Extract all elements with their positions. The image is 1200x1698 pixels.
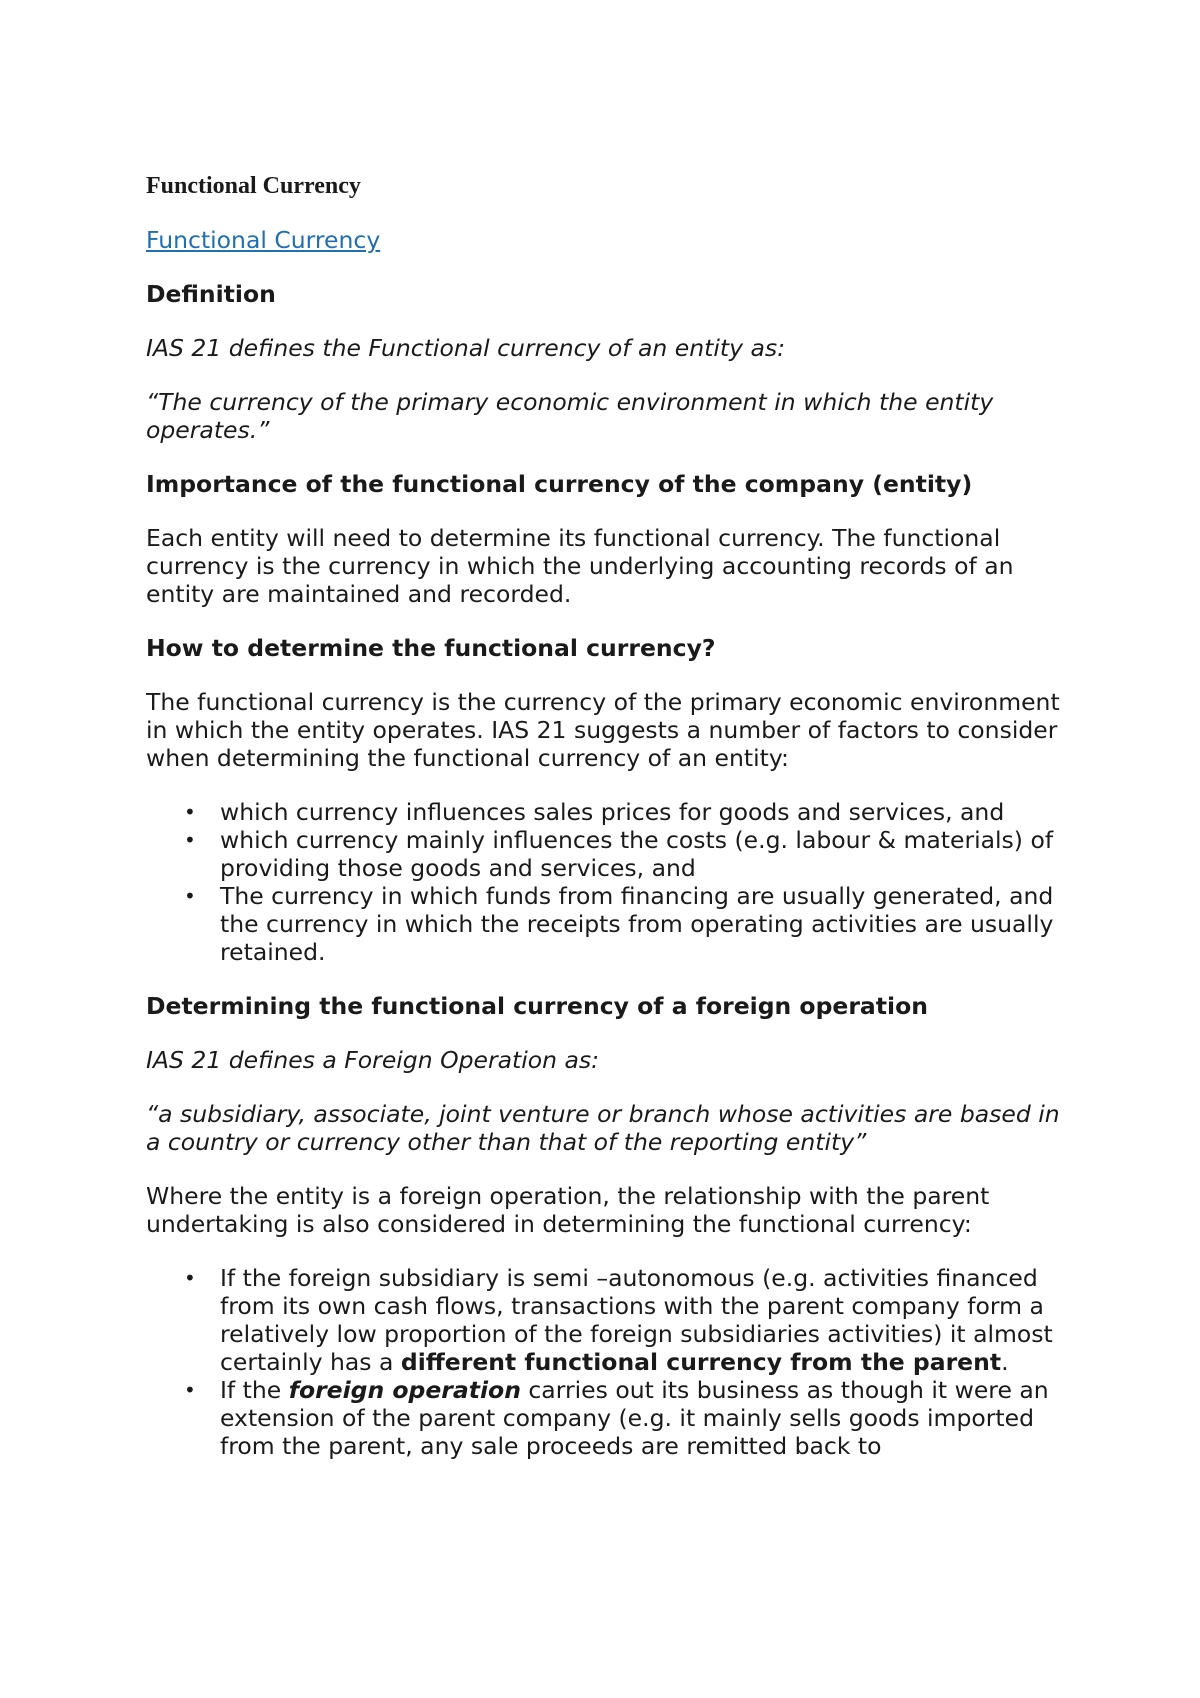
how-to-determine-heading: How to determine the functional currency? <box>146 634 716 662</box>
bullet-icon: • <box>184 884 196 908</box>
ias-definition-intro: IAS 21 defines the Functional currency of an entity as: <box>146 334 786 362</box>
list-item <box>146 1264 1076 1376</box>
list-item-text: If the <box>220 1376 289 1404</box>
list-item-text-end: . <box>1001 1348 1009 1376</box>
how-to-determine-paragraph: The functional currency is the currency of the primary economic environment in which the entity operates. IAS 21 suggests a number of factors to consider when determining the functional currency of an entity: <box>146 688 1060 772</box>
document-body <box>146 172 1076 1460</box>
page-title: Functional Currency <box>146 173 361 199</box>
list-item-text: which currency mainly influences the costs (e.g. labour & materials) of providing those goods and services, and <box>220 826 1054 882</box>
bullet-icon: • <box>184 1266 196 1290</box>
list-item-bold-text: different functional currency from the parent <box>400 1348 1002 1376</box>
bullet-icon: • <box>184 1378 196 1402</box>
list-item-bold-italic-text: foreign operation <box>288 1376 521 1404</box>
importance-paragraph: Each entity will need to determine its functional currency. The functional currency is the currency in which the underlying accounting records of an entity are maintained and recorded. <box>146 524 1014 608</box>
importance-heading: Importance of the functional currency of the company (entity) <box>146 470 973 498</box>
list-item <box>146 798 1076 826</box>
functional-currency-quote: “The currency of the primary economic environment in which the entity operates.” <box>146 388 994 444</box>
definition-heading: Definition <box>146 280 276 308</box>
bullet-icon: • <box>184 800 196 824</box>
where-paragraph: Where the entity is a foreign operation, the relationship with the parent undertaking is also considered in determining the functional currency: <box>146 1182 990 1238</box>
factors-list <box>146 798 1076 966</box>
list-item-text: which currency influences sales prices for goods and services, and <box>220 798 1005 826</box>
parent-relationship-list <box>146 1264 1076 1460</box>
foreign-operation-heading: Determining the functional currency of a foreign operation <box>146 992 928 1020</box>
bullet-icon: • <box>184 828 196 852</box>
list-item-text-rest: carries out its business as though it were an extension of the parent company (e.g. it mainly sells goods imported from the parent, any sale proceeds are remitted back to <box>220 1376 1049 1460</box>
foreign-operation-quote: “a subsidiary, associate, joint venture or branch whose activities are based in a country or currency other than that of the reporting entity” <box>146 1100 1060 1156</box>
functional-currency-link[interactable]: Functional Currency <box>146 226 381 254</box>
foreign-operation-intro: IAS 21 defines a Foreign Operation as: <box>146 1046 600 1074</box>
list-item-text: If the foreign subsidiary is semi –autonomous (e.g. activities financed from its own cash flows, transactions with the parent company form a relatively low proportion of the foreign subsidiaries activities) it almost certainly has a <box>220 1264 1053 1376</box>
list-item-text: The currency in which funds from financing are usually generated, and the currency in which the receipts from operating activities are usually retained. <box>220 882 1054 966</box>
list-item <box>146 1376 1076 1460</box>
list-item <box>146 826 1076 882</box>
list-item <box>146 882 1076 966</box>
